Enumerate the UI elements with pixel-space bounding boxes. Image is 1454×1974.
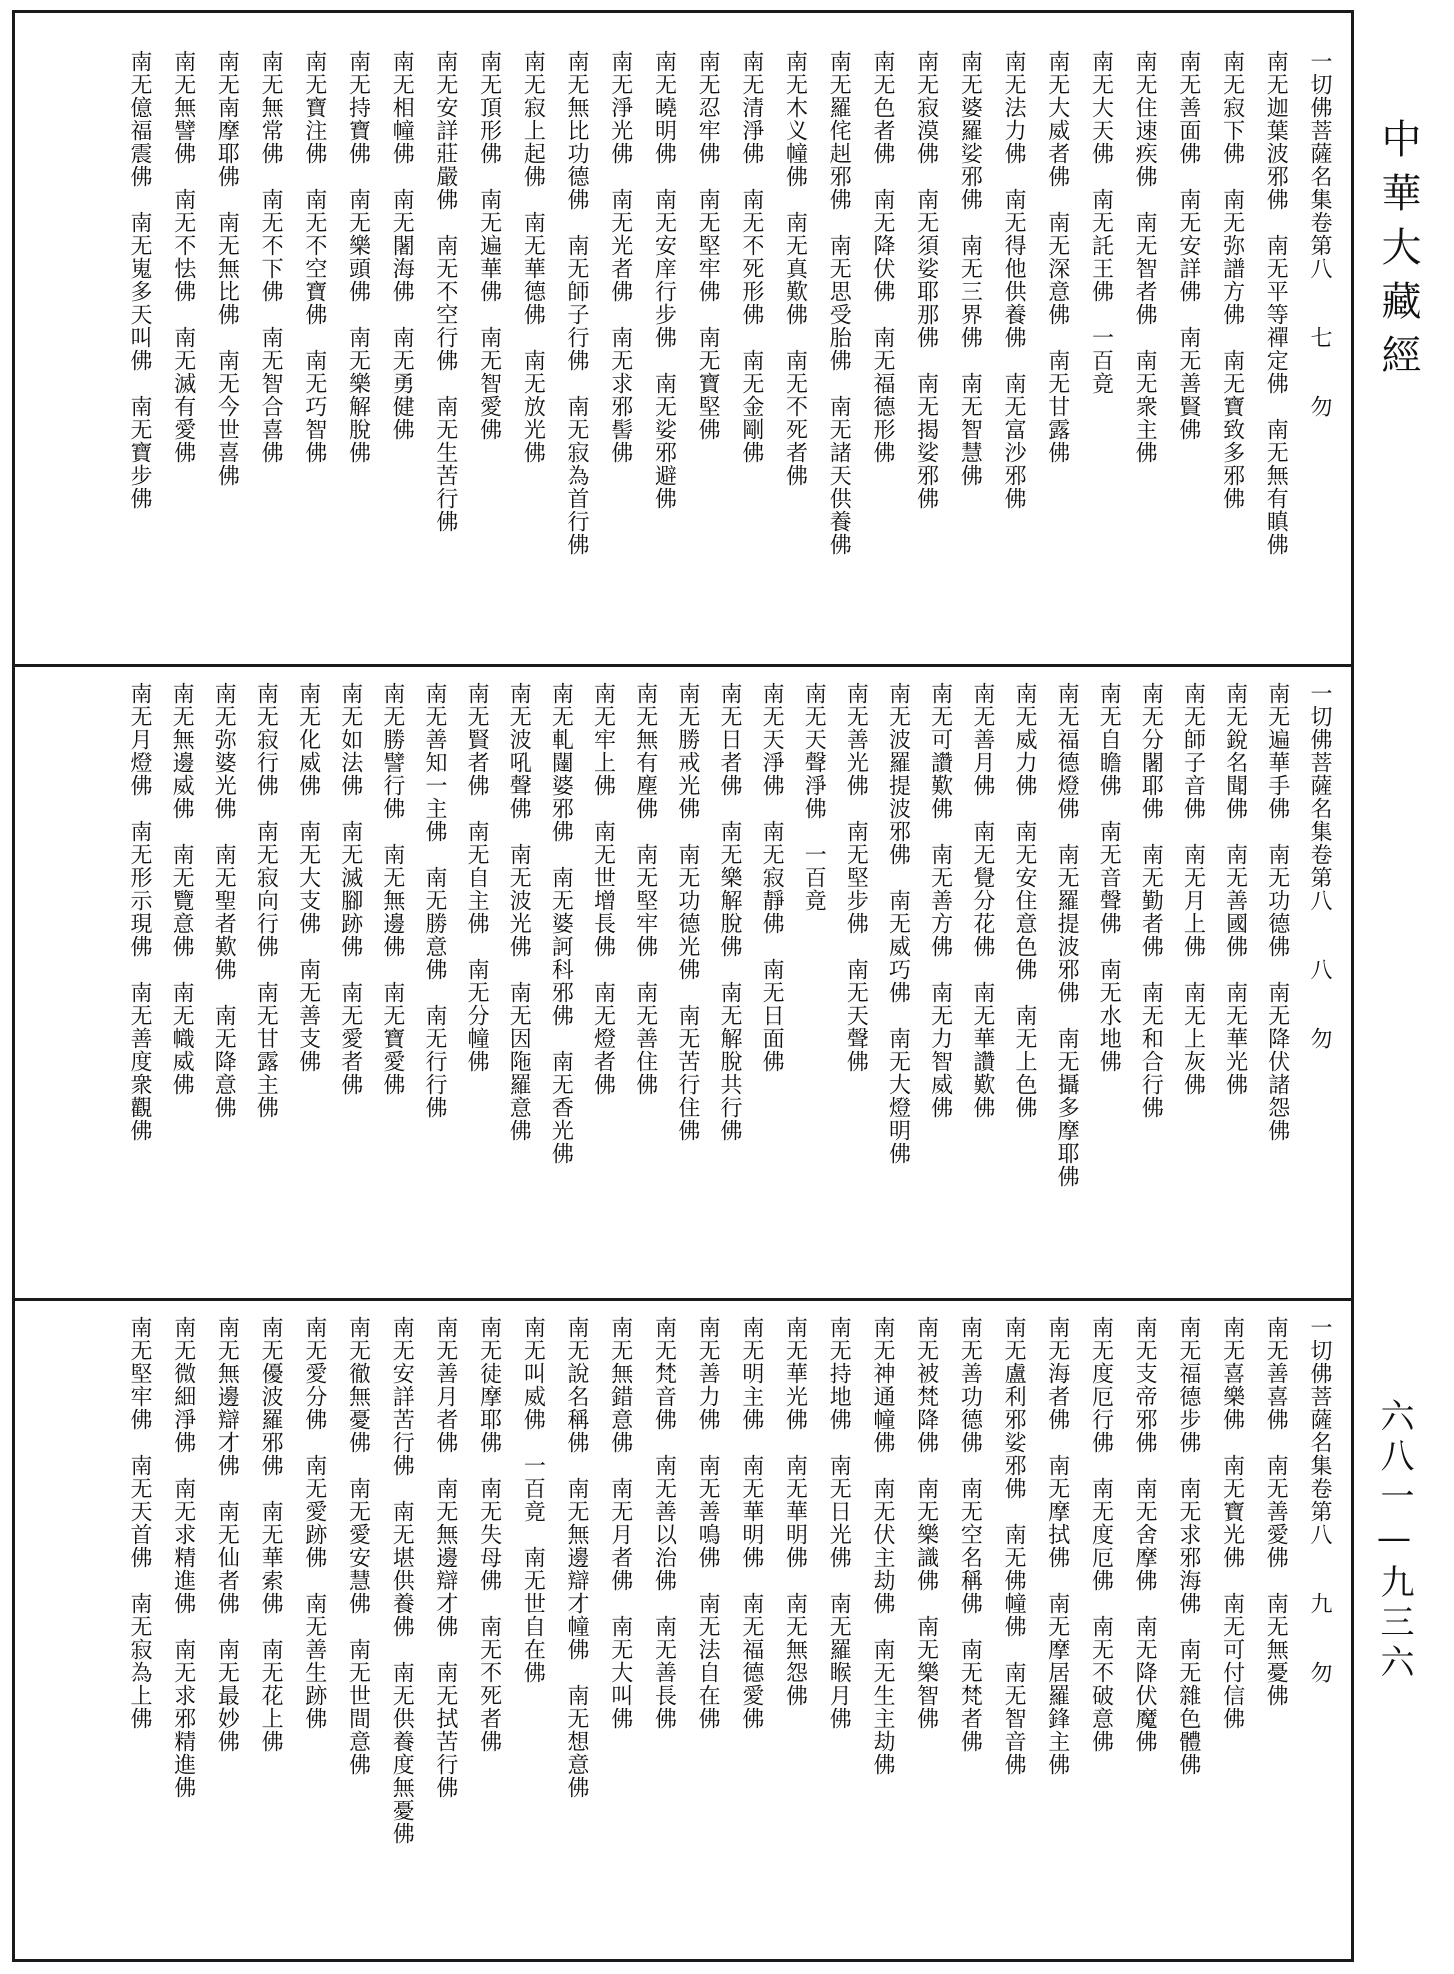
scroll-header-column: 一切佛菩薩名集卷第八 九 勿 (1306, 1316, 1332, 1684)
text-column: 南无色者佛 南无降伏佛 南无福德形佛 (869, 50, 895, 464)
text-column: 南无無邊威佛 南无覽意佛 南无幟威佛 (169, 682, 195, 1096)
text-column: 南无牢上佛 南无世增長佛 南无燈者佛 (590, 682, 616, 1096)
text-column: 南无迦葉波邪佛 南无平等禪定佛 南无無有瞋佛 (1263, 50, 1289, 556)
text-column: 南无喜樂佛 南无寶光佛 南无可付信佛 (1219, 1316, 1245, 1730)
text-column: 南无如法佛 南无滅腳跡佛 南无愛者佛 (337, 682, 363, 1096)
text-column: 南无神通幢佛 南无伏主劫佛 南无生主劫佛 (869, 1316, 895, 1776)
text-column: 南无忍牢佛 南无堅牢佛 南无寶堅佛 (695, 50, 721, 441)
page-number: 六八一—九三六 (1374, 1398, 1414, 1684)
text-column: 南无善面佛 南无安詳佛 南无善賢佛 (1175, 50, 1201, 441)
text-column: 南无分闍耶佛 南无勤者佛 南无和合行佛 (1138, 682, 1164, 1119)
text-column: 南无法力佛 南无得他供養佛 南无富沙邪佛 (1001, 50, 1027, 510)
text-column: 南无淨光佛 南无光者佛 南无求邪髻佛 (607, 50, 633, 464)
text-column: 南无勝譬行佛 南无無邊佛 南无寶愛佛 (379, 682, 405, 1096)
text-column: 南无頂形佛 南无遍華佛 南无智愛佛 (476, 50, 502, 441)
text-column: 南无寶注佛 南无不空寶佛 南无巧智佛 (301, 50, 327, 464)
text-column: 南无持寶佛 南无樂頭佛 南无樂解脫佛 (345, 50, 371, 464)
text-column: 南无度厄行佛 南无度厄佛 南无不破意佛 (1088, 1316, 1114, 1753)
text-column: 南无威力佛 南无安住意色佛 南无上色佛 (1011, 682, 1037, 1119)
sutra-panel-3 (120, 1316, 1342, 1952)
scroll-header-column: 一切佛菩薩名集卷第八 八 勿 (1306, 682, 1332, 1050)
text-column: 南无海者佛 南无摩拭佛 南无摩居羅鋒主佛 (1044, 1316, 1070, 1776)
text-column: 南无安詳苦行佛 南无堪供養佛 南无供養度無憂佛 (389, 1316, 415, 1845)
text-column: 南无木义幢佛 南无真歎佛 南无不死者佛 (782, 50, 808, 487)
scroll-header-column: 一切佛菩薩名集卷第八 七 勿 (1306, 50, 1332, 418)
text-column: 南无優波羅邪佛 南无華索佛 南无花上佛 (258, 1316, 284, 1753)
text-column: 南无叫威佛 一百竟 南无世自在佛 (520, 1316, 546, 1684)
text-column: 南无福德步佛 南无求邪海佛 南无雜色體佛 (1175, 1316, 1201, 1776)
text-column: 南无勝戒光佛 南无功德光佛 南无苦行住佛 (674, 682, 700, 1142)
text-column: 南无善月佛 南无覺分花佛 南无華讚歎佛 (969, 682, 995, 1119)
text-column: 南无華光佛 南无華明佛 南无無怨佛 (782, 1316, 808, 1707)
text-column: 南无波吼聲佛 南无波光佛 南无因陁羅意佛 (506, 682, 532, 1142)
text-column: 南无善力佛 南无善鳴佛 南无法自在佛 (695, 1316, 721, 1730)
text-column: 南无億福震佛 南无嵬多天叫佛 南无寶步佛 (127, 50, 152, 510)
text-column: 南无賢者佛 南无自主佛 南无分幢佛 (464, 682, 490, 1073)
text-column: 南无波羅提波邪佛 南无威巧佛 南无大燈明佛 (885, 682, 911, 1165)
text-column: 南无化威佛 南无大支佛 南无善支佛 (295, 682, 321, 1073)
text-column: 南无善光佛 南无堅步佛 南无天聲佛 (843, 682, 869, 1073)
text-column: 南无大天佛 南无託王佛 一百竟 (1088, 50, 1114, 395)
text-column: 南无堅牢佛 南无天首佛 南无寂為上佛 (127, 1316, 152, 1730)
text-column: 南无南摩耶佛 南无無比佛 南无今世喜佛 (214, 50, 240, 487)
text-column: 南无寂漠佛 南无須娑耶那佛 南无揭娑邪佛 (913, 50, 939, 510)
text-column: 南无無邊辯才佛 南无仙者佛 南无最妙佛 (214, 1316, 240, 1753)
text-column: 南无被梵降佛 南无樂識佛 南无樂智佛 (913, 1316, 939, 1730)
text-column: 南无師子音佛 南无月上佛 南无上灰佛 (1180, 682, 1206, 1096)
text-column: 南无無有塵佛 南无堅牢佛 南无善住佛 (632, 682, 658, 1096)
text-column: 南无相幢佛 南无闍海佛 南无勇健佛 (389, 50, 415, 441)
sutra-panel-1 (120, 50, 1342, 658)
text-column: 南无說名稱佛 南无無邊辯才幢佛 南无想意佛 (564, 1316, 590, 1799)
text-column: 南无住速疾佛 南无智者佛 南无衆主佛 (1132, 50, 1158, 464)
text-column: 南无無常佛 南无不下佛 南无智合喜佛 (258, 50, 284, 464)
text-column: 南无善知一主佛 南无勝意佛 南无行行佛 (421, 682, 447, 1119)
text-column: 南无微細淨佛 南无求精進佛 南无求邪精進佛 (170, 1316, 196, 1799)
text-column: 南无天淨佛 南无寂靜佛 南无日面佛 (759, 682, 785, 1073)
text-column: 南无天聲淨佛 一百竟 (801, 682, 827, 912)
panel-divider (12, 664, 1354, 667)
text-column: 南无銳名聞佛 南无善國佛 南无華光佛 (1222, 682, 1248, 1096)
text-column: 南无無比功德佛 南无師子行佛 南无寂為首行佛 (564, 50, 590, 556)
panel-divider (12, 1298, 1354, 1301)
text-column: 南无無錯意佛 南无月者佛 南无大叫佛 (607, 1316, 633, 1730)
sutra-panel-2 (120, 682, 1342, 1288)
text-column: 南无清淨佛 南无不死形佛 南无金剛佛 (738, 50, 764, 464)
text-column: 南无梵音佛 南无善以治佛 南无善長佛 (651, 1316, 677, 1730)
margin-title: 中華大藏經 (1375, 118, 1421, 388)
text-column: 南无遍華手佛 南无功德佛 南无降伏諸怨佛 (1264, 682, 1290, 1142)
text-column: 南无福德燈佛 南无羅提波邪佛 南无攝多摩耶佛 (1054, 682, 1080, 1188)
text-column: 南无善月者佛 南无無邊辯才佛 南无拭苦行佛 (432, 1316, 458, 1799)
text-column: 南无善喜佛 南无善愛佛 南无無憂佛 (1263, 1316, 1289, 1707)
text-column: 南无大威者佛 南无深意佛 南无甘露佛 (1044, 50, 1070, 464)
text-column: 南无善功德佛 南无空名稱佛 南无梵者佛 (957, 1316, 983, 1753)
text-column: 南无徹無憂佛 南无愛安慧佛 南无世間意佛 (345, 1316, 371, 1776)
text-column: 南无羅侘赳邪佛 南无思受胎佛 南无諸天供養佛 (826, 50, 852, 556)
text-column: 南无寂下佛 南无弥譜方佛 南无寶致多邪佛 (1219, 50, 1245, 510)
text-column: 南无支帝邪佛 南无舍摩佛 南无降伏魔佛 (1132, 1316, 1158, 1753)
text-column: 南无無譬佛 南无不怯佛 南无滅有愛佛 (170, 50, 196, 464)
text-column: 南无愛分佛 南无愛跡佛 南无善生跡佛 (301, 1316, 327, 1730)
text-column: 南无盧利邪娑邪佛 南无佛幢佛 南无智音佛 (1001, 1316, 1027, 1776)
text-column: 南无可讚歎佛 南无善方佛 南无力智威佛 (927, 682, 953, 1119)
text-column: 南无軋闥婆邪佛 南无婆訶科邪佛 南无香光佛 (548, 682, 574, 1165)
text-column: 南无持地佛 南无日光佛 南无羅睺月佛 (826, 1316, 852, 1730)
text-column: 南无月燈佛 南无形示現佛 南无善度衆觀佛 (127, 682, 152, 1142)
text-column: 南无明主佛 南无華明佛 南无福德愛佛 (738, 1316, 764, 1730)
text-column: 南无弥婆光佛 南无聖者歎佛 南无降意佛 (211, 682, 237, 1119)
text-column: 南无安詳莊嚴佛 南无不空行佛 南无生苦行佛 (432, 50, 458, 533)
text-column: 南无寂上起佛 南无華德佛 南无放光佛 (520, 50, 546, 464)
text-column: 南无日者佛 南无樂解脫佛 南无解脫共行佛 (716, 682, 742, 1142)
text-column: 南无自瞻佛 南无音聲佛 南无水地佛 (1096, 682, 1122, 1073)
text-column: 南无婆羅娑邪佛 南无三界佛 南无智慧佛 (957, 50, 983, 487)
text-column: 南无曉明佛 南无安庠行步佛 南无娑邪避佛 (651, 50, 677, 510)
text-column: 南无徒摩耶佛 南无失母佛 南无不死者佛 (476, 1316, 502, 1753)
text-column: 南无寂行佛 南无寂向行佛 南无甘露主佛 (253, 682, 279, 1119)
